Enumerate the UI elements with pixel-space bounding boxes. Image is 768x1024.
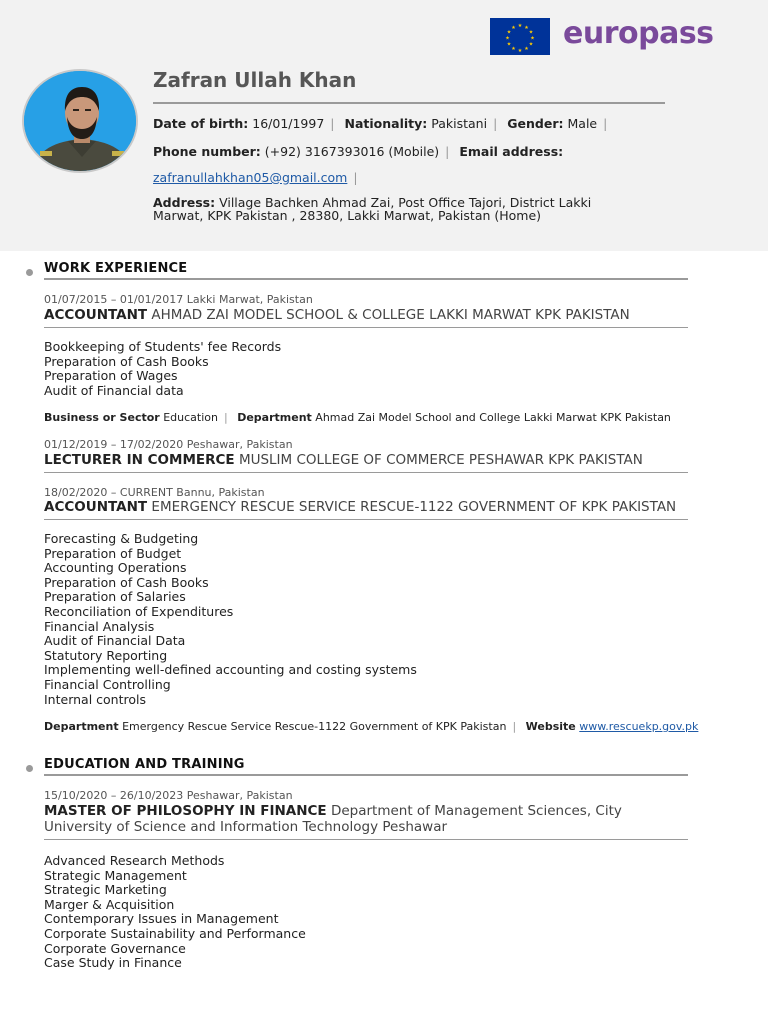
- separator: |: [445, 144, 450, 159]
- email-link[interactable]: zafranullahkhan05@gmail.com: [153, 170, 348, 185]
- nationality-value: Pakistani: [431, 116, 488, 131]
- job-duties-list: [44, 340, 281, 398]
- phone-label: Phone number:: [153, 144, 261, 159]
- separator: |: [353, 170, 358, 185]
- svg-text:★: ★: [528, 29, 534, 36]
- education-divider: [44, 839, 688, 840]
- job-role: ACCOUNTANT: [44, 499, 148, 515]
- list-item: Preparation of Salaries: [44, 589, 186, 605]
- sector-label: Business or Sector: [44, 411, 160, 424]
- svg-text:★: ★: [505, 35, 510, 42]
- job-divider: [44, 472, 688, 473]
- personal-info-line: [153, 116, 613, 131]
- list-item: Financial Controlling: [44, 676, 171, 692]
- list-item: Preparation of Cash Books: [44, 353, 209, 369]
- separator: |: [330, 116, 335, 131]
- nationality-label: Nationality:: [344, 116, 428, 131]
- job-meta: [44, 411, 671, 424]
- job-title: [44, 452, 643, 468]
- svg-text:★: ★: [517, 23, 523, 29]
- list-item: Corporate Governance: [44, 940, 186, 956]
- address-block: [153, 196, 633, 222]
- svg-text:★: ★: [517, 47, 523, 54]
- svg-text:★: ★: [506, 41, 512, 48]
- svg-text:★: ★: [511, 46, 516, 52]
- job-date: 01/12/2019 – 17/02/2020 Peshawar, Pakistan: [44, 438, 293, 451]
- list-item: Statutory Reporting: [44, 647, 168, 663]
- job-role: ACCOUNTANT: [44, 307, 148, 323]
- separator: |: [512, 720, 517, 733]
- job-title: [44, 307, 630, 323]
- job-divider: [44, 519, 688, 520]
- section-title-education: EDUCATION AND TRAINING: [44, 757, 245, 772]
- education-title: [44, 803, 694, 835]
- education-degree: MASTER OF PHILOSOPHY IN FINANCE: [44, 803, 327, 819]
- svg-text:★: ★: [528, 41, 534, 48]
- email-line: [153, 170, 364, 185]
- svg-text:★: ★: [524, 24, 529, 31]
- list-item: Contemporary Issues in Management: [44, 911, 279, 927]
- section-divider: [44, 774, 688, 776]
- dob-value: 16/01/1997: [252, 116, 325, 131]
- sector-value: Education: [163, 411, 218, 424]
- job-org: AHMAD ZAI MODEL SCHOOL & COLLEGE LAKKI MARWAT KPK PAKISTAN: [151, 307, 630, 323]
- list-item: Case Study in Finance: [44, 955, 182, 971]
- svg-text:★: ★: [511, 24, 516, 31]
- education-org: Department of Management Sciences, City University of Science and Information Technology Peshawar: [44, 803, 622, 835]
- list-item: Preparation of Wages: [44, 368, 178, 384]
- section-divider: [44, 278, 688, 280]
- separator: |: [223, 411, 228, 424]
- gender-value: Male: [567, 116, 598, 131]
- job-meta: [44, 720, 698, 733]
- list-item: Strategic Management: [44, 867, 187, 883]
- svg-text:★: ★: [506, 29, 512, 36]
- website-link[interactable]: www.rescuekp.gov.pk: [579, 720, 699, 733]
- job-role: LECTURER IN COMMERCE: [44, 452, 235, 468]
- section-bullet-icon: [26, 269, 33, 276]
- eu-flag-icon: [490, 18, 550, 55]
- svg-text:★: ★: [524, 46, 529, 52]
- list-item: Bookkeeping of Students' fee Records: [44, 339, 282, 354]
- list-item: Preparation of Budget: [44, 545, 182, 561]
- list-item: Audit of Financial Data: [44, 633, 186, 649]
- contact-info-line: [153, 144, 563, 159]
- education-date: 15/10/2020 – 26/10/2023 Peshawar, Pakistan: [44, 789, 293, 802]
- job-org: EMERGENCY RESCUE SERVICE RESCUE-1122 GOVERNMENT OF KPK PAKISTAN: [151, 499, 677, 515]
- separator: |: [603, 116, 608, 131]
- separator: |: [493, 116, 498, 131]
- job-duties-list: [44, 532, 417, 707]
- list-item: Advanced Research Methods: [44, 853, 225, 868]
- address-value: Village Bachken Ahmad Zai, Post Office Tajori, District Lakki Marwat, KPK Pakistan , 28380, Lakki Marwat, Pakistan (Home): [153, 195, 592, 223]
- email-label: Email address:: [459, 144, 564, 159]
- list-item: Accounting Operations: [44, 560, 187, 576]
- europass-logo[interactable]: europass: [563, 16, 714, 51]
- list-item: Forecasting & Budgeting: [44, 531, 199, 546]
- department-value: Ahmad Zai Model School and College Lakki Marwat KPK Pakistan: [315, 411, 671, 424]
- section-title-work: WORK EXPERIENCE: [44, 261, 188, 276]
- job-org: MUSLIM COLLEGE OF COMMERCE PESHAWAR KPK PAKISTAN: [238, 452, 643, 468]
- job-date: 18/02/2020 – CURRENT Bannu, Pakistan: [44, 486, 265, 499]
- dob-label: Date of birth:: [153, 116, 249, 131]
- name-divider: [153, 102, 665, 104]
- address-label: Address:: [153, 195, 216, 210]
- list-item: Reconciliation of Expenditures: [44, 603, 234, 619]
- phone-value: (+92) 3167393016 (Mobile): [264, 144, 440, 159]
- section-bullet-icon: [26, 765, 33, 772]
- full-name: Zafran Ullah Khan: [153, 68, 357, 92]
- job-divider: [44, 327, 688, 328]
- gender-label: Gender:: [507, 116, 564, 131]
- department-label: Department: [44, 720, 119, 733]
- list-item: Corporate Sustainability and Performance: [44, 925, 306, 941]
- list-item: Audit of Financial data: [44, 382, 184, 398]
- website-label: Website: [525, 720, 576, 733]
- list-item: Marger & Acquisition: [44, 896, 175, 912]
- list-item: Internal controls: [44, 691, 146, 707]
- svg-text:★: ★: [530, 35, 535, 42]
- list-item: Financial Analysis: [44, 618, 155, 634]
- list-item: Implementing well-defined accounting and costing systems: [44, 662, 417, 678]
- list-item: Strategic Marketing: [44, 882, 167, 898]
- avatar: [22, 69, 138, 173]
- job-date: 01/07/2015 – 01/01/2017 Lakki Marwat, Pakistan: [44, 293, 313, 306]
- education-courses-list: [44, 854, 306, 971]
- department-label: Department: [237, 411, 312, 424]
- list-item: Preparation of Cash Books: [44, 574, 209, 590]
- department-value: Emergency Rescue Service Rescue-1122 Government of KPK Pakistan: [122, 720, 507, 733]
- job-title: [44, 499, 676, 515]
